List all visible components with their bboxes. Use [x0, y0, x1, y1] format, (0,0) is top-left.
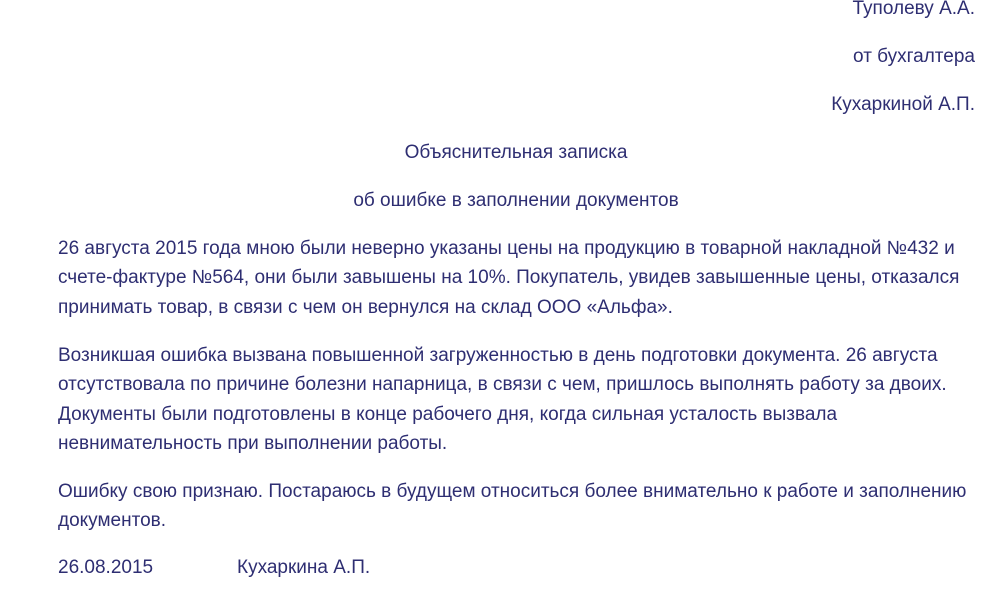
- signature-name: Кухаркина А.П.: [237, 557, 371, 578]
- sender-name: Кухаркиной А.П.: [831, 94, 975, 115]
- document-subtitle: об ошибке в заполнении документов: [353, 190, 679, 211]
- recipient-name: Туполеву А.А.: [852, 0, 975, 19]
- sender-position: от бухгалтера: [853, 46, 975, 67]
- document-title: Объяснительная записка: [404, 142, 628, 163]
- body-paragraph-2: Возникшая ошибка вызвана повышенной загруженностью в день подготовки документа. 26 августа отсутствовала по причине болезни напарница, в связи с чем, пришлось выполнять работу за двоих. Документы были подготовлены в конце рабочего дня, когда сильная усталость вызвала невнимательность при выполнении работы.: [58, 345, 947, 454]
- signature-line: [58, 557, 370, 579]
- signature-date: 26.08.2015: [58, 557, 154, 578]
- body-paragraph-3: Ошибку свою признаю. Постараюсь в будущем относиться более внимательно к работе и заполнению документов.: [58, 481, 967, 532]
- body-paragraph-1: 26 августа 2015 года мною были неверно указаны цены на продукцию в товарной накладной №432 и счете-фактуре №564, они были завышены на 10%. Покупатель, увидев завышенные цены, отказался принимать товар, в связи с чем он вернулся на склад ООО «Альфа».: [58, 238, 960, 318]
